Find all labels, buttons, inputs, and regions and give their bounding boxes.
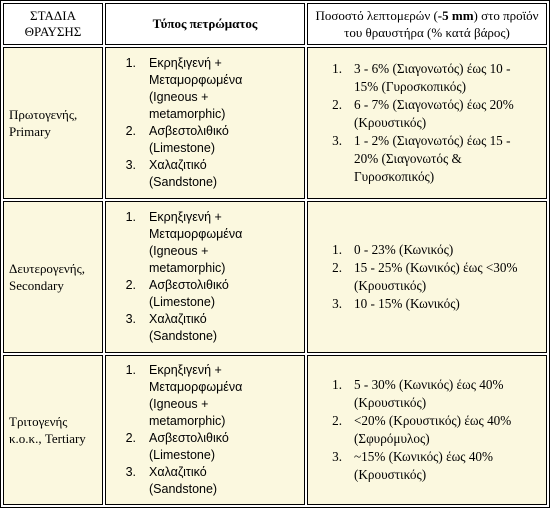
fines-percentage-list — [308, 241, 546, 313]
rock-type-item — [106, 430, 304, 464]
rock-type-list — [106, 209, 304, 345]
list-number: 1. — [332, 242, 342, 257]
table-row — [3, 47, 547, 199]
fines-percentage-text: 5 - 30% (Κωνικός) έως 40% (Κρουστικός) — [354, 377, 504, 410]
fines-percentage-text: 10 - 15% (Κωνικός) — [354, 296, 460, 311]
rock-type-cell — [105, 47, 305, 199]
fines-percentage-text: 3 - 6% (Σιαγονωτός) έως 10 - 15% (Γυροσκοπικός) — [354, 61, 511, 94]
fines-percentage-list — [308, 60, 546, 186]
rock-type-item — [106, 157, 304, 191]
rock-type-text: Ασβεστολιθικό (Limestone) — [149, 431, 229, 462]
rock-type-text: Ασβεστολιθικό (Limestone) — [149, 278, 229, 309]
stage-cell: Τριτογενής κ.ο.κ., Tertiary — [3, 355, 103, 505]
header-fines-post: ) στο προϊόν του θραυστήρα (% κατά βάρος) — [344, 8, 539, 40]
list-number: 1. — [332, 377, 342, 392]
table-row — [3, 201, 547, 353]
fines-percentage-text: 6 - 7% (Σιαγονωτός) έως 20% (Κρουστικός) — [354, 97, 514, 130]
rock-type-text: Χαλαζιτικό (Sandstone) — [149, 312, 218, 343]
fines-percentage-text: 0 - 23% (Κωνικός) — [354, 242, 454, 257]
fines-percentage-item — [308, 241, 546, 259]
fines-percentage-item — [308, 132, 546, 186]
fines-percentage-item — [308, 412, 546, 448]
list-number: 1. — [125, 56, 136, 70]
rock-type-item — [106, 123, 304, 157]
fines-percentage-item — [308, 376, 546, 412]
fines-percentage-item — [308, 295, 546, 313]
rock-type-item — [106, 311, 304, 345]
rock-type-item — [106, 55, 304, 123]
rock-type-text: Εκρηξιγενή + Μεταμορφωμένα (Igneous + metamorphic) — [149, 210, 243, 275]
list-number: 2. — [125, 431, 136, 445]
fines-percentage-cell — [307, 201, 547, 353]
rock-type-item — [106, 277, 304, 311]
list-number: 2. — [125, 278, 136, 292]
rock-type-item — [106, 362, 304, 430]
header-fines-pre: Ποσοστό λεπτομερών ( — [315, 8, 438, 23]
fines-percentage-text: 15 - 25% (Κωνικός) έως <30% (Κρουστικός) — [354, 260, 518, 293]
list-number: 1. — [125, 363, 136, 377]
rock-type-item — [106, 209, 304, 277]
header-fines-percentage — [307, 3, 547, 45]
fines-percentage-list — [308, 376, 546, 484]
list-number: 3. — [332, 449, 342, 464]
list-number: 1. — [125, 210, 136, 224]
rock-type-item — [106, 464, 304, 498]
header-rock-type: Τύπος πετρώματος — [105, 3, 305, 45]
stage-cell: Πρωτογενής, Primary — [3, 47, 103, 199]
fines-percentage-item — [308, 96, 546, 132]
table-row — [3, 355, 547, 505]
rock-type-text: Ασβεστολιθικό (Limestone) — [149, 124, 229, 155]
list-number: 3. — [332, 296, 342, 311]
fines-percentage-text: ~15% (Κωνικός) έως 40% (Κρουστικός) — [354, 449, 493, 482]
list-number: 2. — [332, 260, 342, 275]
rock-type-text: Χαλαζιτικό (Sandstone) — [149, 158, 218, 189]
header-stages: ΣΤΑΔΙΑ ΘΡΑΥΣΗΣ — [3, 3, 103, 45]
rock-type-text: Εκρηξιγενή + Μεταμορφωμένα (Igneous + metamorphic) — [149, 56, 243, 121]
header-row — [3, 3, 547, 45]
rock-type-text: Εκρηξιγενή + Μεταμορφωμένα (Igneous + metamorphic) — [149, 363, 243, 428]
list-number: 2. — [332, 413, 342, 428]
list-number: 3. — [125, 158, 136, 172]
rock-type-cell — [105, 201, 305, 353]
list-number: 2. — [332, 97, 342, 112]
header-fines-size: -5 mm — [437, 8, 474, 23]
fines-percentage-cell — [307, 355, 547, 505]
rock-type-list — [106, 55, 304, 191]
fines-percentage-text: 1 - 2% (Σιαγονωτός) έως 15 - 20% (Σιαγονωτός & Γυροσκοπικός) — [354, 133, 511, 184]
fines-percentage-item — [308, 448, 546, 484]
stage-cell: Δευτερογενής, Secondary — [3, 201, 103, 353]
list-number: 2. — [125, 124, 136, 138]
fines-percentage-text: <20% (Κρουστικός) έως 40% (Σφυρόμυλος) — [354, 413, 512, 446]
list-number: 3. — [125, 465, 136, 479]
rock-type-text: Χαλαζιτικό (Sandstone) — [149, 465, 218, 496]
list-number: 1. — [332, 61, 342, 76]
fines-percentage-cell — [307, 47, 547, 199]
table-body — [3, 47, 547, 505]
fines-percentage-item — [308, 60, 546, 96]
rock-type-list — [106, 362, 304, 498]
rock-type-cell — [105, 355, 305, 505]
list-number: 3. — [332, 133, 342, 148]
list-number: 3. — [125, 312, 136, 326]
fines-percentage-item — [308, 259, 546, 295]
